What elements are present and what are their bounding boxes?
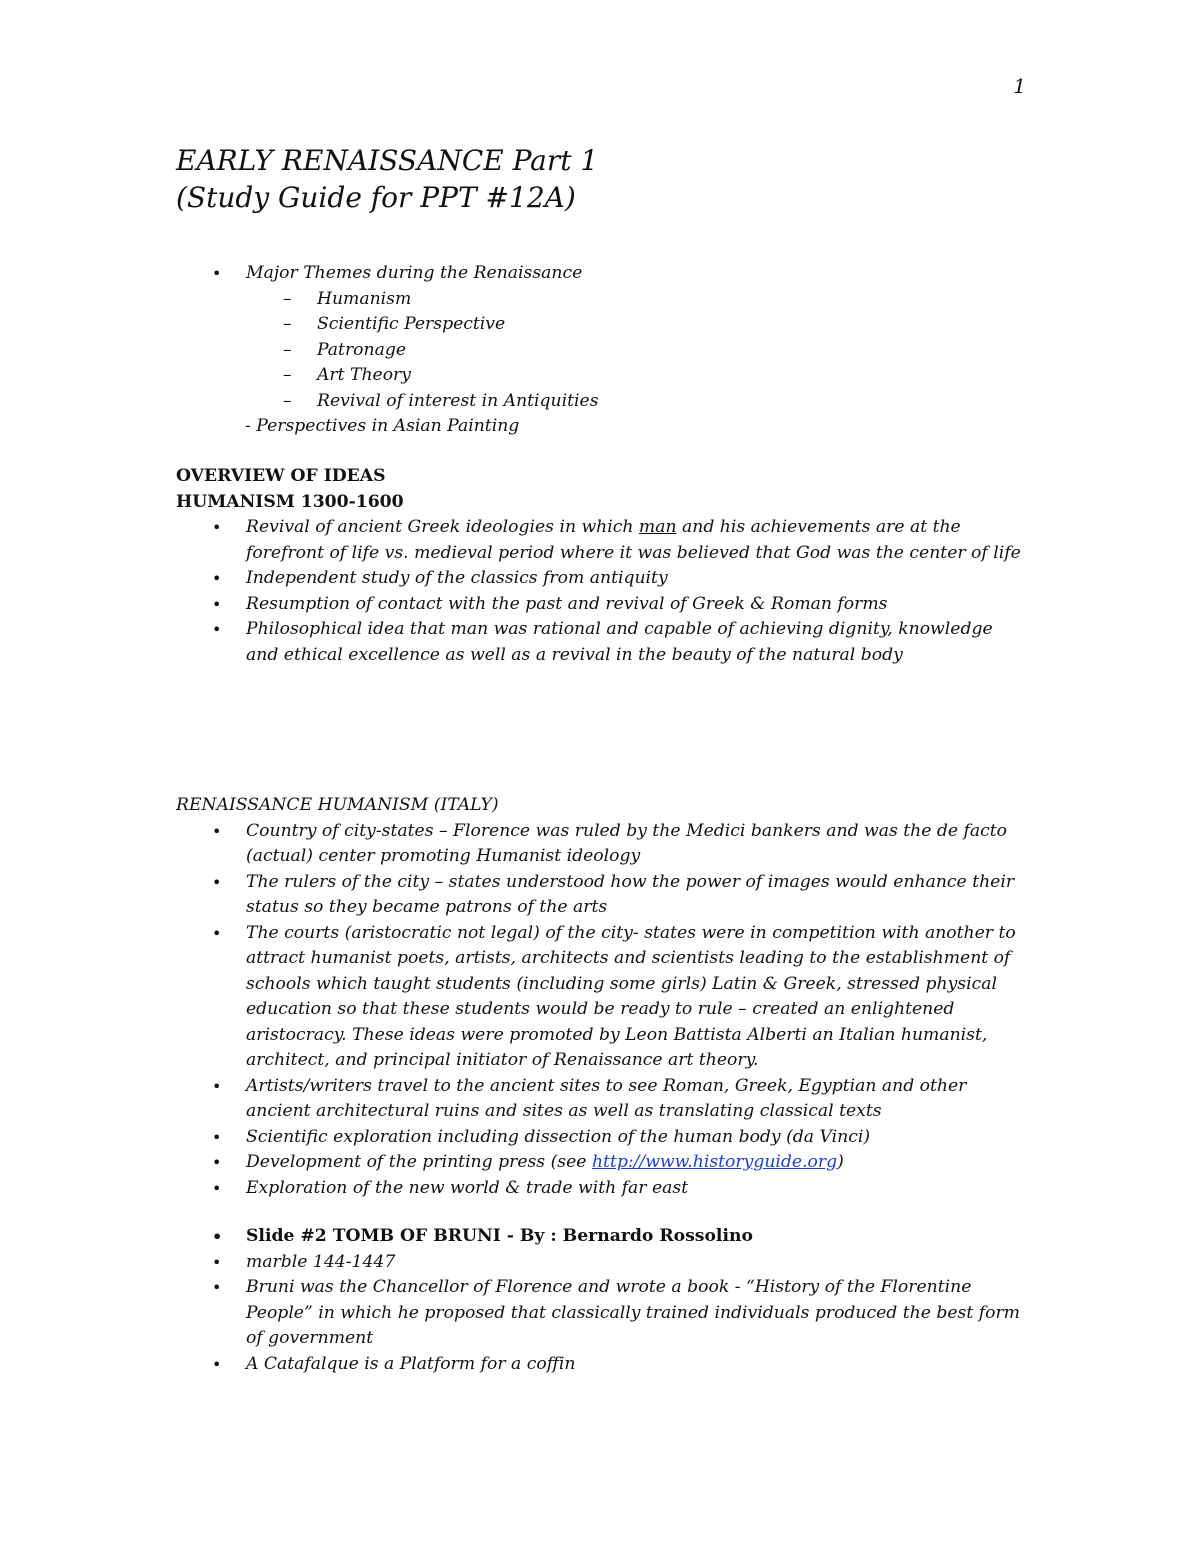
text-fragment: and his achievements are at the forefront of life vs. medieval period where it was believed that God was the center of life bbox=[246, 517, 1021, 563]
list-item: • marble 144-1447 bbox=[0, 1250, 1200, 1276]
text-fragment: Development of the printing press (see bbox=[246, 1152, 592, 1172]
slide2-section bbox=[0, 1224, 1200, 1377]
page-number: 1 bbox=[1013, 74, 1026, 98]
list-item: • Resumption of contact with the past and revival of Greek & Roman forms bbox=[0, 592, 1200, 618]
italy-list bbox=[0, 819, 1200, 1202]
themes-lead-item: • Major Themes during the Renaissance bbox=[0, 261, 1200, 287]
list-item: • A Catafalque is a Platform for a coffin bbox=[0, 1352, 1200, 1378]
list-item: • Bruni was the Chancellor of Florence and wrote a book - “History of the Florentine People” in which he proposed that classically trained individuals produced the best form of government bbox=[0, 1275, 1200, 1352]
theme-extra-item: - Perspectives in Asian Painting bbox=[245, 416, 520, 436]
underlined-word: man bbox=[638, 517, 677, 537]
title-line-2: (Study Guide for PPT #12A) bbox=[176, 181, 576, 214]
text-fragment: Revival of ancient Greek ideologies in which bbox=[246, 517, 639, 537]
humanism-heading: HUMANISM 1300-1600 bbox=[176, 491, 404, 512]
list-item: • The courts (aristocratic not legal) of the city- states were in competition with another to attract humanist poets, artists, architects and scientists leading to the establishment of schools which taught students (including some girls) Latin & Greek, stressed physical education so that these students would be ready to rule – created an enlightened aristocracy. These ideas were promoted by Leon Battista Alberti an Italian humanist, architect, and principal initiator of Renaissance art theory. bbox=[0, 921, 1200, 1074]
overview-section bbox=[0, 464, 1200, 668]
theme-item: – Scientific Perspective bbox=[0, 312, 1200, 338]
list-item: • Scientific exploration including dissection of the human body (da Vinci) bbox=[0, 1125, 1200, 1151]
list-item: • Exploration of the new world & trade with far east bbox=[0, 1176, 1200, 1202]
slide2-title: • Slide #2 TOMB OF BRUNI - By : Bernardo Rossolino bbox=[0, 1224, 1200, 1250]
list-item: • Artists/writers travel to the ancient sites to see Roman, Greek, Egyptian and other ancient architectural ruins and sites as well as translating classical texts bbox=[0, 1074, 1200, 1125]
list-item bbox=[0, 1150, 1200, 1176]
list-item: • Country of city-states – Florence was ruled by the Medici bankers and was the de facto (actual) center promoting Humanist ideology bbox=[0, 819, 1200, 870]
slide2-list bbox=[0, 1224, 1200, 1377]
list-item: • The rulers of the city – states understood how the power of images would enhance their status so they became patrons of the arts bbox=[0, 870, 1200, 921]
list-item: • Independent study of the classics from antiquity bbox=[0, 566, 1200, 592]
theme-item: – Revival of interest in Antiquities bbox=[0, 389, 1200, 415]
italy-heading: RENAISSANCE HUMANISM (ITALY) bbox=[176, 795, 499, 815]
overview-heading: OVERVIEW OF IDEAS bbox=[176, 466, 386, 486]
themes-section bbox=[0, 261, 1200, 440]
title-line-1: EARLY RENAISSANCE Part 1 bbox=[176, 144, 599, 177]
list-item bbox=[0, 515, 1200, 566]
themes-sublist bbox=[0, 287, 1200, 415]
text-fragment: ) bbox=[837, 1152, 844, 1172]
history-guide-link[interactable]: http://www.historyguide.org bbox=[591, 1152, 838, 1172]
list-item: • Philosophical idea that man was rational and capable of achieving dignity, knowledge and ethical excellence as well as a revival in the beauty of the natural body bbox=[0, 617, 1200, 668]
document-title bbox=[176, 142, 598, 216]
overview-list bbox=[0, 515, 1200, 668]
themes-list bbox=[0, 261, 1200, 287]
theme-item: – Patronage bbox=[0, 338, 1200, 364]
theme-item: – Art Theory bbox=[0, 363, 1200, 389]
theme-item: – Humanism bbox=[0, 287, 1200, 313]
italy-section bbox=[0, 793, 1200, 1201]
